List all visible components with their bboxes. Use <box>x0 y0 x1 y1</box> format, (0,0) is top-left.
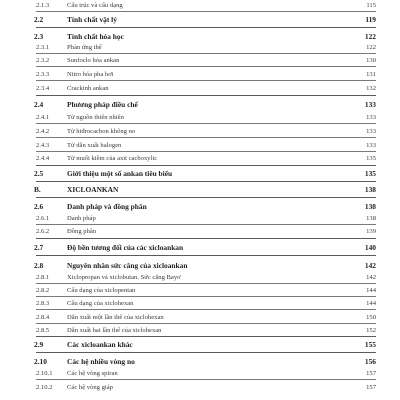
toc-entry-title: Xiclopropan và xiclobutan. Sức căng Bayơ <box>67 274 181 281</box>
toc-entry <box>36 202 376 212</box>
toc-entry <box>36 127 376 137</box>
toc-entry-title: Phản ứng thế <box>67 44 102 51</box>
toc-entry-number: 2.3.4 <box>36 85 50 92</box>
row-divider <box>36 352 376 353</box>
toc-entry <box>36 1 376 11</box>
row-divider <box>36 123 376 124</box>
toc-entry-page: 156 <box>364 357 376 366</box>
toc-entry-title: Đồng phân <box>67 228 97 235</box>
row-divider <box>36 238 376 239</box>
toc-entry-title: Nguyên nhân sức căng của xicloankan <box>67 261 188 270</box>
toc-entry-title: Dẫn xuất một lần thế của xiclohexan <box>67 314 164 321</box>
toc-entry <box>36 313 376 323</box>
toc-entry <box>36 326 376 336</box>
toc-entry-title: Từ nguồn thiên nhiên <box>67 114 124 121</box>
toc-entry-title: Các xicloankan khác <box>67 340 133 349</box>
toc-entry-page: 139 <box>366 228 376 235</box>
toc-entry <box>36 299 376 309</box>
toc-entry-page: 142 <box>366 274 376 281</box>
toc-entry-number: 2.4.2 <box>36 128 50 135</box>
toc-entry-page: 119 <box>365 15 376 24</box>
row-divider <box>36 80 376 81</box>
toc-entry-page: 122 <box>366 44 376 51</box>
toc-entry <box>36 185 376 195</box>
toc-entry <box>36 43 376 53</box>
row-divider <box>36 27 376 28</box>
row-divider <box>36 296 376 297</box>
toc-entry-number: 2.9 <box>34 340 44 349</box>
toc-entry-number: 2.8.2 <box>36 287 50 294</box>
toc-entry-title: Các hệ nhiều vòng no <box>67 357 135 366</box>
toc-entry-title: Các hệ vòng spiran <box>67 370 118 377</box>
toc-entry-number: 2.3 <box>34 32 44 41</box>
row-divider <box>36 323 376 324</box>
toc-entry-title: Danh pháp và đồng phân <box>67 202 147 211</box>
toc-entry-page: 133 <box>366 128 376 135</box>
toc-entry-page: 155 <box>364 340 376 349</box>
toc-entry <box>36 56 376 66</box>
row-divider <box>36 309 376 310</box>
toc-entry-page: 144 <box>366 287 376 294</box>
toc-entry-number: 2.10 <box>34 357 47 366</box>
toc-entry-page: 122 <box>364 32 376 41</box>
toc-entry-page: 152 <box>366 327 376 334</box>
toc-entry <box>36 227 376 237</box>
toc-entry-number: 2.8.3 <box>36 300 50 307</box>
toc-entry-number: 2.1.3 <box>36 2 50 9</box>
toc-entry-page: 150 <box>366 314 376 321</box>
toc-entry <box>36 154 376 164</box>
toc-entry <box>36 261 376 271</box>
toc-entry-number: 2.8.5 <box>36 327 50 334</box>
toc-entry-number: 2.7 <box>34 243 44 252</box>
toc-entry-page: 133 <box>366 142 376 149</box>
toc-entry-page: 133 <box>364 100 376 109</box>
toc-entry <box>36 32 376 42</box>
toc-entry-title: XICLOANKAN <box>67 185 119 194</box>
toc-entry <box>36 340 376 350</box>
toc-entry-title: Từ muối kiềm của axit cacboxylic <box>67 155 158 162</box>
toc-entry-page: 133 <box>366 114 376 121</box>
toc-entry-page: 144 <box>366 300 376 307</box>
toc-entry-title: Cấu dạng của xiclopentan <box>67 287 136 294</box>
toc-entry <box>36 273 376 283</box>
row-divider <box>36 255 376 256</box>
row-divider <box>36 379 376 380</box>
toc-entry-title: Tính chất vật lý <box>67 15 117 24</box>
row-divider <box>36 95 376 96</box>
toc-entry-title: Sunfoclo hóa ankan <box>67 57 120 64</box>
toc-entry <box>36 243 376 253</box>
toc-entry <box>36 70 376 80</box>
toc-entry <box>36 15 376 25</box>
toc-entry-number: B. <box>34 185 41 194</box>
toc-entry-title: Từ dẫn xuất halogen <box>67 142 122 149</box>
toc-entry-number: 2.10.1 <box>36 370 53 377</box>
row-divider <box>36 224 376 225</box>
toc-entry-page: 157 <box>366 370 376 377</box>
toc-entry <box>36 214 376 224</box>
toc-entry-title: Nitro hóa pha hơi <box>67 71 114 78</box>
toc-entry <box>36 169 376 179</box>
toc-entry <box>36 141 376 151</box>
toc-entry-title: Dẫn xuất hai lần thế của xiclohexan <box>67 327 162 334</box>
row-divider <box>36 66 376 67</box>
toc-entry-number: 2.4.4 <box>36 155 50 162</box>
row-divider <box>36 151 376 152</box>
toc-entry-number: 2.6.1 <box>36 215 50 222</box>
toc-entry-page: 142 <box>364 261 376 270</box>
toc-entry <box>36 113 376 123</box>
row-divider <box>36 53 376 54</box>
toc-entry-number: 2.3.3 <box>36 71 50 78</box>
toc-entry-page: 130 <box>366 57 376 64</box>
toc-entry <box>36 84 376 94</box>
row-divider <box>36 165 376 166</box>
toc-entry-page: 135 <box>364 169 376 178</box>
toc-entry-number: 2.3.2 <box>36 57 50 64</box>
toc-entry-title: Cấu trúc và cấu dạng <box>67 2 123 9</box>
toc-entry-number: 2.10.2 <box>36 384 53 391</box>
toc-entry-number: 2.5 <box>34 169 44 178</box>
toc-entry-title: Cấu dạng của xiclohexan <box>67 300 134 307</box>
row-divider <box>36 181 376 182</box>
toc-entry-number: 2.4 <box>34 100 44 109</box>
row-divider <box>36 197 376 198</box>
toc-entry-title: Crackinh ankan <box>67 85 109 92</box>
toc-entry <box>36 357 376 367</box>
toc-entry <box>36 369 376 379</box>
toc-entry <box>36 100 376 110</box>
toc-entry-page: 140 <box>364 243 376 252</box>
toc-entry-title: Phương pháp điều chế <box>67 100 138 109</box>
toc-entry-number: 2.8.4 <box>36 314 50 321</box>
toc-entry-page: 135 <box>366 155 376 162</box>
toc-entry-page: 115 <box>366 2 376 9</box>
row-divider <box>36 283 376 284</box>
toc-entry-title: Độ bền tương đối của các xicloankan <box>67 243 184 252</box>
toc-entry-page: 138 <box>366 215 376 222</box>
toc-entry-number: 2.8 <box>34 261 44 270</box>
toc-entry-title: Các hệ vòng giáp <box>67 384 113 391</box>
toc-entry-page: 131 <box>366 71 376 78</box>
toc-entry-number: 2.3.1 <box>36 44 50 51</box>
toc-entry-page: 132 <box>366 85 376 92</box>
toc-entry-title: Từ hiđrocacbon không no <box>67 128 136 135</box>
row-divider <box>36 137 376 138</box>
row-divider <box>36 336 376 337</box>
toc-entry-page: 157 <box>366 384 376 391</box>
toc-entry-title: Giới thiệu một số ankan tiêu biểu <box>67 169 173 178</box>
toc-entry-number: 2.6 <box>34 202 44 211</box>
toc-entry <box>36 383 376 393</box>
toc-entry <box>36 286 376 296</box>
toc-entry-title: Danh pháp <box>67 215 96 222</box>
toc-entry-number: 2.8.1 <box>36 274 50 281</box>
toc-entry-number: 2.4.1 <box>36 114 50 121</box>
toc-entry-number: 2.4.3 <box>36 142 50 149</box>
row-divider <box>36 11 376 12</box>
toc-entry-number: 2.6.2 <box>36 228 50 235</box>
toc-entry-title: Tính chất hóa học <box>67 32 124 41</box>
toc-entry-page: 138 <box>364 185 376 194</box>
toc-entry-number: 2.2 <box>34 15 44 24</box>
toc-entry-page: 138 <box>364 202 376 211</box>
